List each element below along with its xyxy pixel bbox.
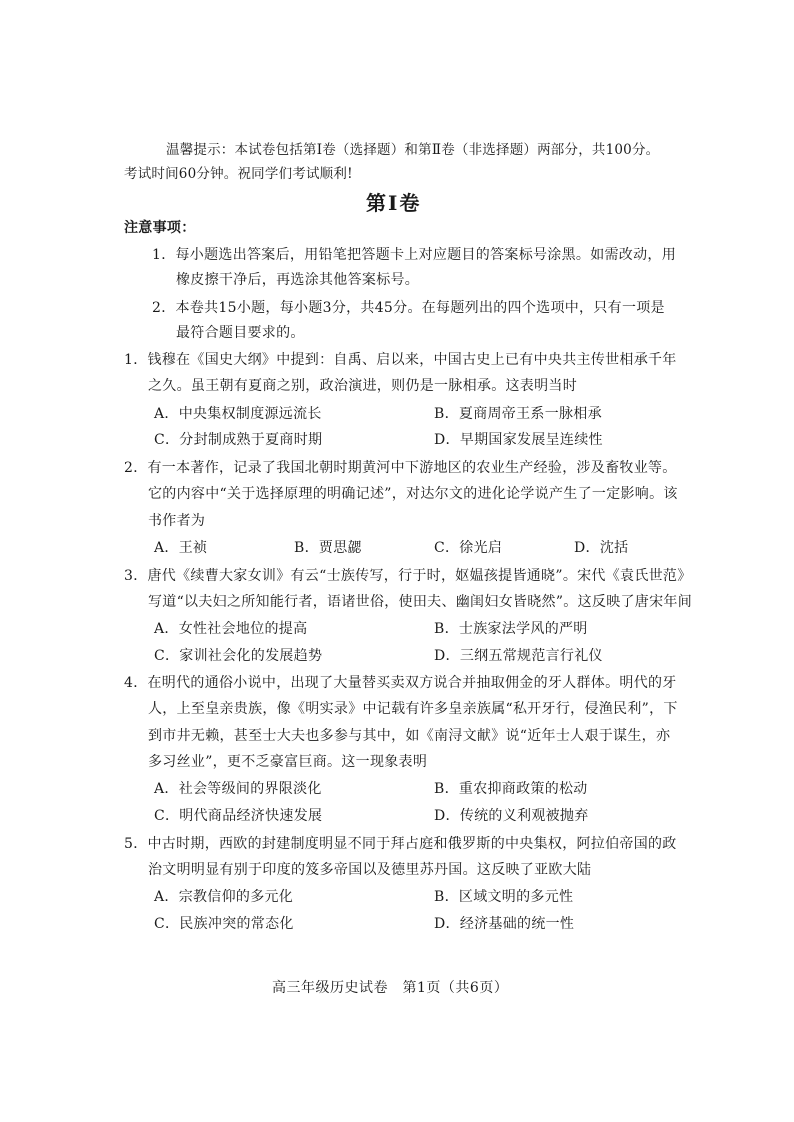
question-4-line-2: 人，上至皇亲贵族，像《明实录》中记载有许多皇亲族属“私开牙行，侵渔民利”，下 (148, 701, 678, 717)
question-2-option-d: D．沈括 (574, 540, 629, 556)
note-2-line-1: 2．本卷共15小题，每小题3分，共45分。在每题列出的四个选项中，只有一项是 (152, 300, 665, 316)
page-footer: 高三年级历史试卷 第1页（共6页） (272, 980, 509, 996)
question-4-option-d: D．传统的义利观被抛弃 (434, 808, 589, 824)
question-3-option-a: A．女性社会地位的提高 (154, 621, 308, 637)
question-1-option-c: C．分封制成熟于夏商时期 (154, 432, 323, 448)
section-title: 第Ⅰ卷 (366, 191, 422, 215)
question-4-option-c: C．明代商品经济快速发展 (154, 808, 323, 824)
note-1-line-1: 1．每小题选出答案后，用铅笔把答题卡上对应题目的答案标号涂黑。如需改动，用 (152, 247, 677, 263)
question-3-option-d: D．三纲五常规范言行礼仪 (434, 648, 603, 664)
question-2-option-c: C．徐光启 (434, 540, 503, 556)
question-3-option-b: B．士族家法学风的严明 (434, 621, 588, 637)
question-1-option-b: B．夏商周帝王系一脉相承 (434, 406, 602, 422)
note-2-line-2: 最符合题目要求的。 (176, 325, 305, 341)
question-5-option-d: D．经济基础的统一性 (434, 916, 575, 932)
question-3-line-2: 写道“以夫妇之所知能行者，语诸世俗，使田夫、幽闺妇女皆晓然”。这反映了唐宋年间 (148, 594, 693, 610)
tip-line-2: 考试时间60分钟。祝同学们考试顺利! (124, 166, 353, 182)
question-5-option-b: B．区域文明的多元性 (434, 889, 574, 905)
question-5-option-a: A．宗教信仰的多元化 (154, 889, 294, 905)
question-2-option-b: B．贾思勰 (294, 540, 362, 556)
question-2-line-1: 2．有一本著作，记录了我国北朝时期黄河中下游地区的农业生产经验，涉及畜牧业等。 (124, 460, 677, 476)
question-3-option-c: C．家训社会化的发展趋势 (154, 648, 323, 664)
question-5-option-c: C．民族冲突的常态化 (154, 916, 294, 932)
question-2-line-2: 它的内容中“关于选择原理的明确记述”，对达尔文的进化论学说产生了一定影响。该 (148, 486, 678, 502)
question-4-line-3: 到市井无赖，甚至士大夫也多参与其中，如《南浔文献》说“近年士人艰于谋生，亦 (148, 728, 671, 744)
question-2-line-3: 书作者为 (148, 513, 206, 529)
question-1-option-d: D．早期国家发展呈连续性 (434, 432, 603, 448)
tip-line-1: 温馨提示：本试卷包括第Ⅰ卷（选择题）和第Ⅱ卷（非选择题）两部分，共100分。 (166, 142, 660, 158)
question-5-line-2: 治文明明显有别于印度的笈多帝国以及德里苏丹国。这反映了亚欧大陆 (148, 862, 592, 878)
notes-heading: 注意事项： (124, 220, 196, 236)
question-1-option-a: A．中央集权制度源远流长 (154, 406, 322, 422)
question-3-line-1: 3．唐代《续曹大家女训》有云“士族传写，行于时，妪媪孩提皆通晓”。宋代《袁氏世范》 (124, 568, 692, 584)
question-1-line-2: 之久。虽王朝有夏商之别，政治演进，则仍是一脉相承。这表明当时 (148, 378, 577, 394)
question-2-option-a: A．王祯 (154, 540, 208, 556)
question-4-line-4: 多习丝业”，更不乏豪富巨商。这一现象表明 (148, 754, 428, 770)
question-4-option-a: A．社会等级间的界限淡化 (154, 781, 322, 797)
note-1-line-2: 橡皮擦干净后，再选涂其他答案标号。 (176, 272, 420, 288)
question-4-line-1: 4．在明代的通俗小说中，出现了大量替买卖双方说合并抽取佣金的牙人群体。明代的牙 (124, 675, 677, 691)
question-1-line-1: 1．钱穆在《国史大纲》中提到：自禹、启以来，中国古史上已有中央共主传世相承千年 (124, 352, 677, 368)
question-4-option-b: B．重农抑商政策的松动 (434, 781, 588, 797)
question-5-line-1: 5．中古时期，西欧的封建制度明显不同于拜占庭和俄罗斯的中央集权，阿拉伯帝国的政 (124, 836, 677, 852)
